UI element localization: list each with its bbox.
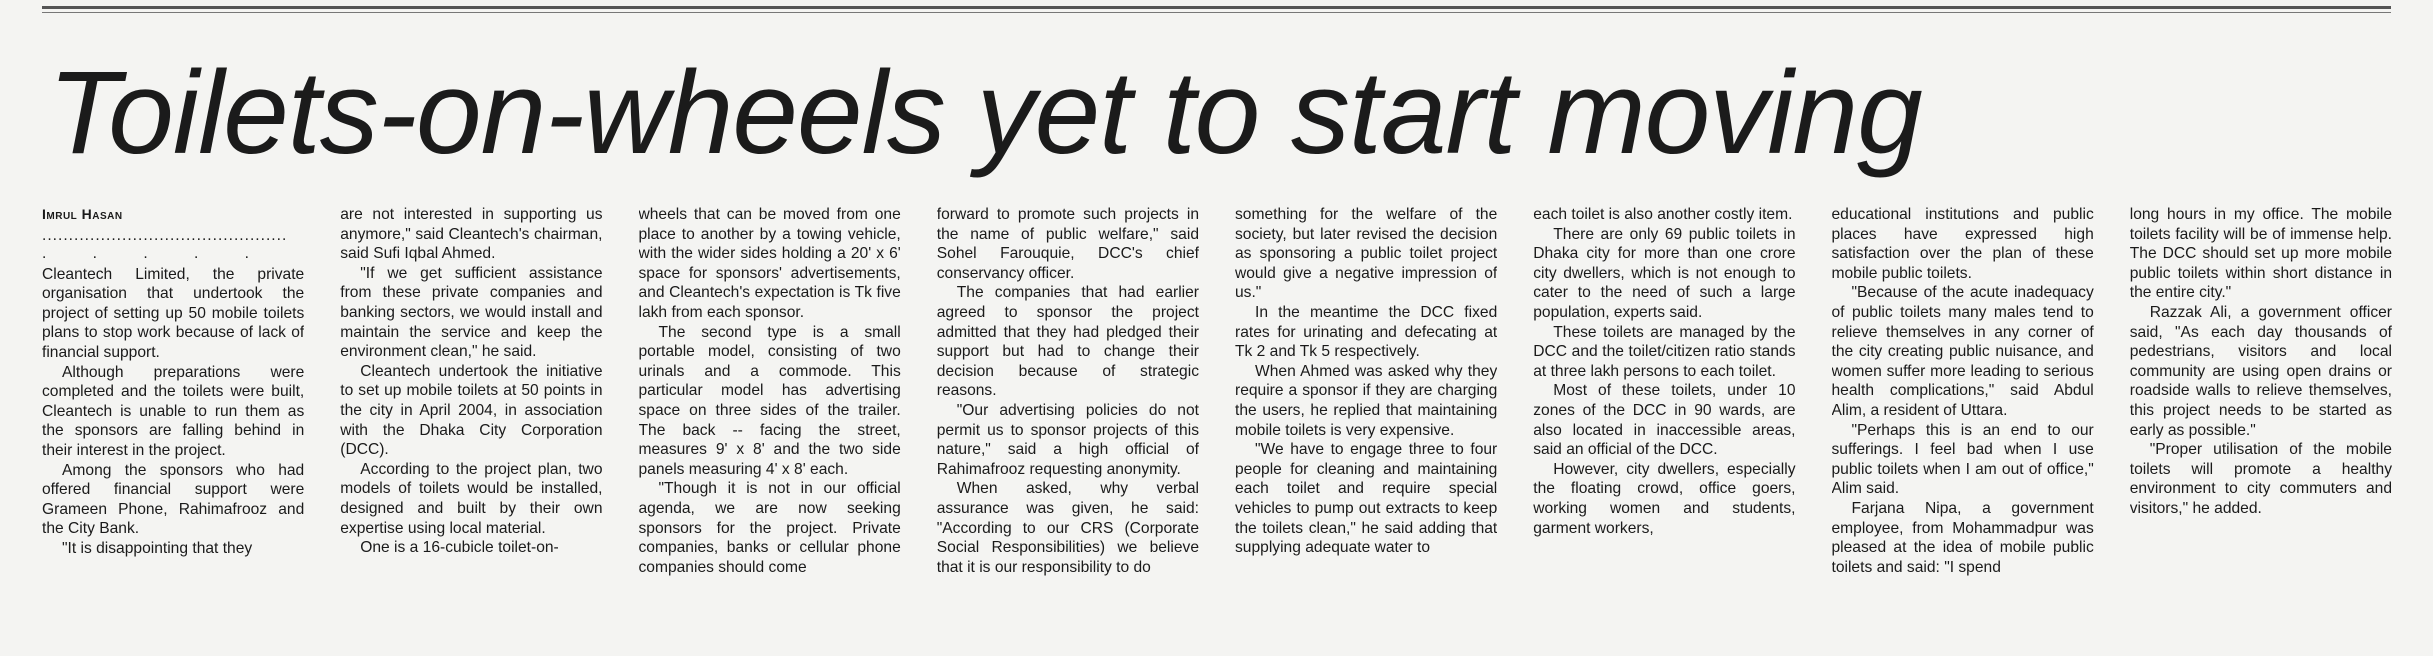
- column-3: [639, 205, 901, 645]
- paragraph: "Our advertising policies do not permit us to sponsor projects of this nature," said a high official of Rahimafrooz requesting anonymity.: [936, 401, 1199, 478]
- paragraph: One is a 16-cubicle toilet-on-: [360, 539, 559, 557]
- byline-separator: ..............................................: [42, 226, 288, 244]
- paragraph: Cleantech undertook the initiative to set up mobile toilets at 50 points in the city in April 2004, in association with the Dhaka City Corporation (DCC).: [340, 362, 603, 459]
- article-body: [42, 205, 2392, 645]
- paragraph: When asked, why verbal assurance was given, he said: "According to our CRS (Corporate Social Responsibilities) we believe that it is our responsibility to do: [936, 480, 1199, 576]
- paragraph: "It is disappointing that they: [62, 539, 253, 557]
- paragraph: "Perhaps this is an end to our sufferings. I feel bad when I use public toilets when I am out of office," Alim said.: [1831, 421, 2094, 498]
- paragraph: Although preparations were completed and the toilets were built, Cleantech is unable to run them as the sponsors are falling behind in their interest in the project.: [42, 363, 305, 459]
- paragraph: "Proper utilisation of the mobile toilets will promote a healthy environment to city commuters and visitors," he added.: [2129, 441, 2392, 517]
- column-6: [1533, 205, 1795, 645]
- paragraph: These toilets are managed by the DCC and the toilet/citizen ratio stands at three lakh persons to each toilet.: [1533, 323, 1796, 380]
- byline: Imrul Hasan: [42, 206, 123, 222]
- paragraph: When Ahmed was asked why they require a sponsor if they are charging the users, he replied that maintaining mobile toilets is very expensive.: [1235, 362, 1498, 439]
- paragraph: Farjana Nipa, a government employee, from Mohammadpur was pleased at the idea of mobile public toilets and said: "I spend: [1831, 499, 2094, 576]
- paragraph: Cleantech Limited, the private organisation that undertook the project of setting up 50 mobile toilets plans to stop work because of lack of financial support.: [42, 265, 305, 361]
- paragraph: forward to promote such projects in the name of public welfare," said Sohel Farouquie, DCC's chief conservancy officer.: [936, 206, 1199, 282]
- paragraph: In the meantime the DCC fixed rates for urinating and defecating at Tk 2 and Tk 5 respectively.: [1235, 303, 1498, 361]
- column-2: [340, 205, 602, 645]
- paragraph: educational institutions and public places have expressed high satisfaction over the plan of these mobile public toilets.: [1831, 206, 2094, 282]
- top-rule-thin: [42, 12, 2391, 13]
- paragraph: "Though it is not in our official agenda, we are now seeking sponsors for the project. Private companies, banks or cellular phone companies should come: [638, 480, 901, 576]
- headline: Toilets-on-wheels yet to start moving: [48, 47, 1922, 179]
- paragraph: However, city dwellers, especially the floating crowd, office goers, working women and students, garment workers,: [1533, 460, 1796, 537]
- byline-separator-dots: . . . . .: [42, 244, 250, 262]
- column-5: [1235, 205, 1497, 645]
- paragraph: According to the project plan, two models of toilets would be installed, designed and built by their own expertise using local material.: [340, 460, 603, 537]
- paragraph: Razzak Ali, a government officer said, "As each day thousands of pedestrians, visitors and local community are using open drains or roadside walls to relieve themselves, this project needs to be started as early as possible.": [2129, 303, 2392, 439]
- paragraph: Among the sponsors who had offered financial support were Grameen Phone, Rahimafrooz and the City Bank.: [42, 461, 305, 538]
- paragraph: There are only 69 public toilets in Dhaka city for more than one crore city dwellers, which is not enough to cater to the need of such a large population, experts said.: [1533, 225, 1796, 321]
- paragraph: "Because of the acute inadequacy of public toilets many males tend to relieve themselves in any corner of the city creating public nuisance, and women suffer more leading to serious health complications," said Abdul Alim, a resident of Uttara.: [1831, 284, 2094, 419]
- paragraph: Most of these toilets, under 10 zones of the DCC in 90 wards, are also located in inaccessible areas, said an official of the DCC.: [1533, 382, 1796, 459]
- paragraph: each toilet is also another costly item.: [1533, 206, 1793, 223]
- paragraph: something for the welfare of the society, but later revised the decision as sponsoring a public toilet project would give a negative impression of us.": [1235, 206, 1498, 302]
- column-7: [1832, 205, 2094, 645]
- paragraph: "We have to engage three to four people for cleaning and maintaining each toilet and require special vehicles to pump out extracts to keep the toilets clean," he said adding that supplying adequate water to: [1235, 441, 1498, 557]
- column-4: [937, 205, 1199, 645]
- column-8: [2130, 205, 2392, 645]
- paragraph: The companies that had earlier agreed to sponsor the project admitted that they had pledged their support but had to change their decision because of strategic reasons.: [936, 284, 1199, 400]
- paragraph: are not interested in supporting us anymore," said Cleantech's chairman, said Sufi Iqbal Ahmed.: [340, 206, 603, 263]
- paragraph: wheels that can be moved from one place to another by a towing vehicle, with the wider sides holding a 20' x 6' space for sponsors' advertisements, and Cleantech's expectation is Tk five lakh from each sponsor.: [638, 206, 901, 321]
- paragraph: "If we get sufficient assistance from these private companies and banking sectors, we would install and maintain the service and keep the environment clean," he said.: [340, 264, 603, 361]
- paragraph: The second type is a small portable model, consisting of two urinals and a commode. This particular model has advertising space on three sides of the trailer. The back -- facing the street, measures 9' x 8' and the two side panels measuring 4' x 8' each.: [638, 323, 901, 478]
- paragraph: long hours in my office. The mobile toilets facility will be of immense help. The DCC should set up more mobile public toilets within short distance in the entire city.": [2129, 206, 2392, 302]
- column-1: [42, 205, 304, 645]
- top-rule: [42, 6, 2391, 9]
